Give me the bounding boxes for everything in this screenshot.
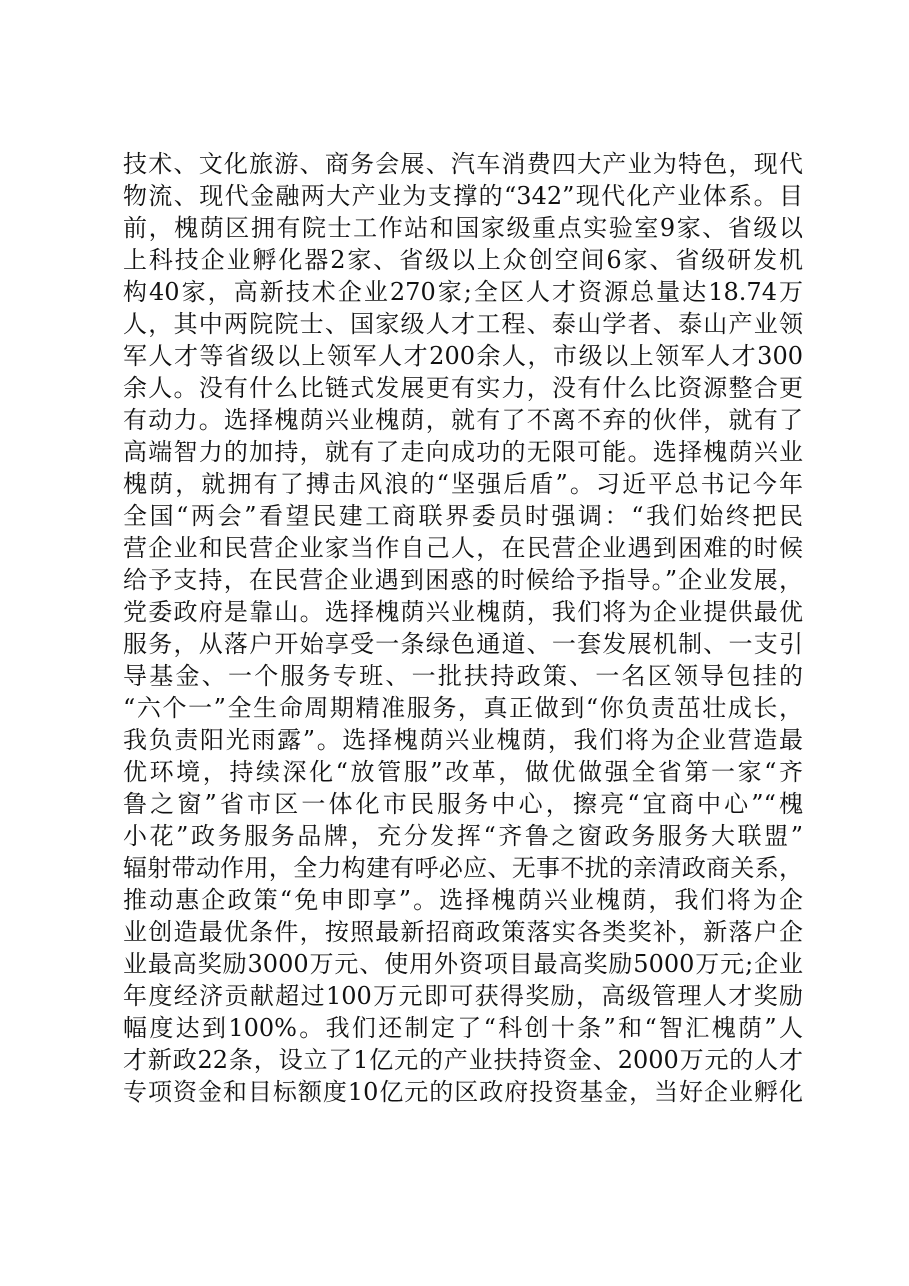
text-line: 优环境，持续深化“放管服”改革，做优做强全省第一家“齐 — [123, 758, 803, 786]
text-line: 才新政22条，设立了1亿元的产业扶持资金、2000万元的人才 — [123, 1046, 803, 1074]
text-line: 营企业和民营企业家当作自己人，在民营企业遇到困难的时候 — [123, 534, 803, 562]
text-line: 专项资金和目标额度10亿元的区政府投资基金，当好企业孵化 — [123, 1078, 803, 1106]
text-line: 军人才等省级以上领军人才200余人，市级以上领军人才300 — [123, 342, 803, 370]
text-line: 给予支持，在民营企业遇到困惑的时候给予指导。”企业发展， — [123, 566, 803, 594]
text-line: 辐射带动作用，全力构建有呼必应、无事不扰的亲清政商关系， — [123, 854, 803, 882]
text-line: 技术、文化旅游、商务会展、汽车消费四大产业为特色，现代 — [123, 150, 803, 178]
text-line: 有动力。选择槐荫兴业槐荫，就有了不离不弃的伙伴，就有了 — [123, 406, 803, 434]
text-line: 业最高奖励3000万元、使用外资项目最高奖励5000万元;企业 — [123, 950, 803, 978]
text-line: 前，槐荫区拥有院士工作站和国家级重点实验室9家、省级以 — [123, 214, 803, 242]
text-line: 我负责阳光雨露”。选择槐荫兴业槐荫，我们将为企业营造最 — [123, 726, 803, 754]
text-line: 上科技企业孵化器2家、省级以上众创空间6家、省级研发机 — [123, 246, 803, 274]
body-text — [123, 148, 803, 1108]
text-line: 小花”政务服务品牌，充分发挥“齐鲁之窗政务服务大联盟” — [123, 822, 803, 850]
text-line: 物流、现代金融两大产业为支撑的“342”现代化产业体系。目 — [123, 182, 803, 210]
text-line: 高端智力的加持，就有了走向成功的无限可能。选择槐荫兴业 — [123, 438, 803, 466]
text-line: 人，其中两院院士、国家级人才工程、泰山学者、泰山产业领 — [123, 310, 803, 338]
text-line: 鲁之窗”省市区一体化市民服务中心，擦亮“宜商中心”“槐 — [123, 790, 803, 818]
text-line: “六个一”全生命周期精准服务，真正做到“你负责茁壮成长， — [123, 694, 803, 722]
text-line: 年度经济贡献超过100万元即可获得奖励，高级管理人才奖励 — [123, 982, 803, 1010]
text-line: 业创造最优条件，按照最新招商政策落实各类奖补，新落户企 — [123, 918, 803, 946]
text-line: 党委政府是靠山。选择槐荫兴业槐荫，我们将为企业提供最优 — [123, 598, 803, 626]
text-line: 槐荫，就拥有了搏击风浪的“坚强后盾”。习近平总书记今年 — [123, 470, 803, 498]
text-line: 构40家，高新技术企业270家;全区人才资源总量达18.74万 — [123, 278, 803, 306]
text-line: 幅度达到100%。我们还制定了“科创十条”和“智汇槐荫”人 — [123, 1014, 803, 1042]
text-line: 服务，从落户开始享受一条绿色通道、一套发展机制、一支引 — [123, 630, 803, 658]
text-line: 导基金、一个服务专班、一批扶持政策、一名区领导包挂的 — [123, 662, 803, 690]
text-line: 全国“两会”看望民建工商联界委员时强调：“我们始终把民 — [123, 502, 803, 530]
text-line: 推动惠企政策“免申即享”。选择槐荫兴业槐荫，我们将为企 — [123, 886, 803, 914]
text-line: 余人。没有什么比链式发展更有实力，没有什么比资源整合更 — [123, 374, 803, 402]
